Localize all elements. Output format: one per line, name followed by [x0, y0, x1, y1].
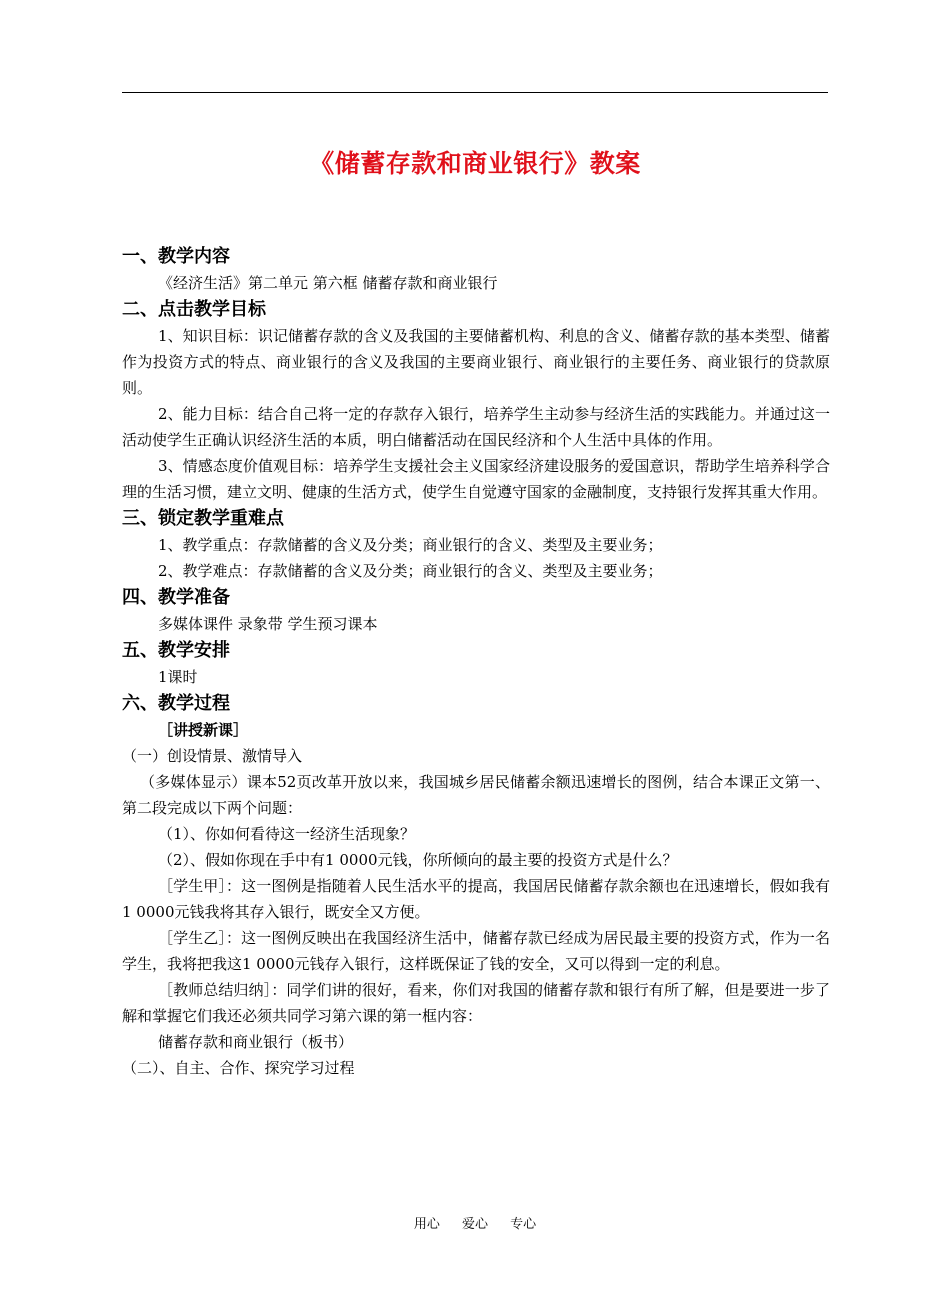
objective-knowledge: 1、知识目标：识记储蓄存款的含义及我国的主要储蓄机构、利息的含义、储蓄存款的基本类型、储蓄作为投资方式的特点、商业银行的含义及我国的主要商业银行、商业银行的主要任务、商业银行的贷款原则。: [122, 327, 830, 397]
preparation-line: 多媒体课件 录象带 学生预习课本: [158, 615, 378, 633]
teacher-summary: ［教师总结归纳］：同学们讲的很好，看来，你们对我国的储蓄存款和银行有所了解，但是要进一步了解和掌握它们我还必须共同学习第六课的第一框内容：: [122, 981, 830, 1025]
section-heading-keypoints: 三、锁定教学重难点: [122, 508, 284, 529]
board-note: 储蓄存款和商业银行（板书）: [158, 1033, 354, 1051]
question-1: （1）、你如何看待这一经济生活现象？: [158, 825, 416, 843]
section-heading-objectives: 二、点击教学目标: [122, 299, 266, 320]
student-b-answer: ［学生乙］：这一图例反映出在我国经济生活中，储蓄存款已经成为居民最主要的投资方式，作为一名学生，我将把我这1 0000元钱存入银行，这样既保证了钱的安全，又可以得到一定的利息。: [122, 929, 830, 973]
process-subheading: ［讲授新课］: [158, 721, 249, 739]
section-heading-process: 六、教学过程: [122, 693, 230, 714]
process-step-1: （一）创设情景、激情导入: [122, 747, 303, 765]
keypoint-difficulty: 2、教学难点：存款储蓄的含义及分类；商业银行的含义、类型及主要业务；: [158, 562, 663, 580]
question-2: （2）、假如你现在手中有1 0000元钱，你所倾向的最主要的投资方式是什么？: [158, 851, 678, 869]
keypoint-focus: 1、教学重点：存款储蓄的含义及分类；商业银行的含义、类型及主要业务；: [158, 536, 663, 554]
document-body: [122, 243, 830, 1081]
objective-ability: 2、能力目标：结合自己将一定的存款存入银行，培养学生主动参与经济生活的实践能力。并通过这一活动使学生正确认识经济生活的本质，明白储蓄活动在国民经济和个人生活中具体的作用。: [122, 405, 830, 449]
schedule-line: 1课时: [158, 668, 198, 686]
header-rule: [122, 92, 828, 93]
content-line: 《经济生活》第二单元 第六框 储蓄存款和商业银行: [158, 274, 498, 292]
footer-word: 爱心: [461, 1217, 488, 1232]
section-heading-schedule: 五、教学安排: [122, 640, 230, 661]
student-a-answer: ［学生甲］：这一图例是指随着人民生活水平的提高，我国居民储蓄存款余额也在迅速增长，假如我有1 0000元钱我将其存入银行，既安全又方便。: [122, 877, 830, 921]
footer-word: 用心: [413, 1217, 440, 1232]
footer-word: 专心: [510, 1217, 537, 1232]
document-title: 《储蓄存款和商业银行》教案: [309, 149, 641, 178]
page-footer: [0, 1213, 950, 1232]
section-heading-content: 一、教学内容: [122, 246, 230, 267]
process-multimedia: （多媒体显示）课本52页改革开放以来，我国城乡居民储蓄余额迅速增长的图例，结合本课正文第一、第二段完成以下两个问题：: [122, 773, 830, 817]
section-heading-preparation: 四、教学准备: [122, 587, 230, 608]
objective-attitude: 3、情感态度价值观目标：培养学生支援社会主义国家经济建设服务的爱国意识，帮助学生培养科学合理的生活习惯，建立文明、健康的生活方式，使学生自觉遵守国家的金融制度，支持银行发挥其重大作用。: [122, 457, 830, 501]
process-step-2: （二）、自主、合作、探究学习过程: [122, 1059, 355, 1077]
